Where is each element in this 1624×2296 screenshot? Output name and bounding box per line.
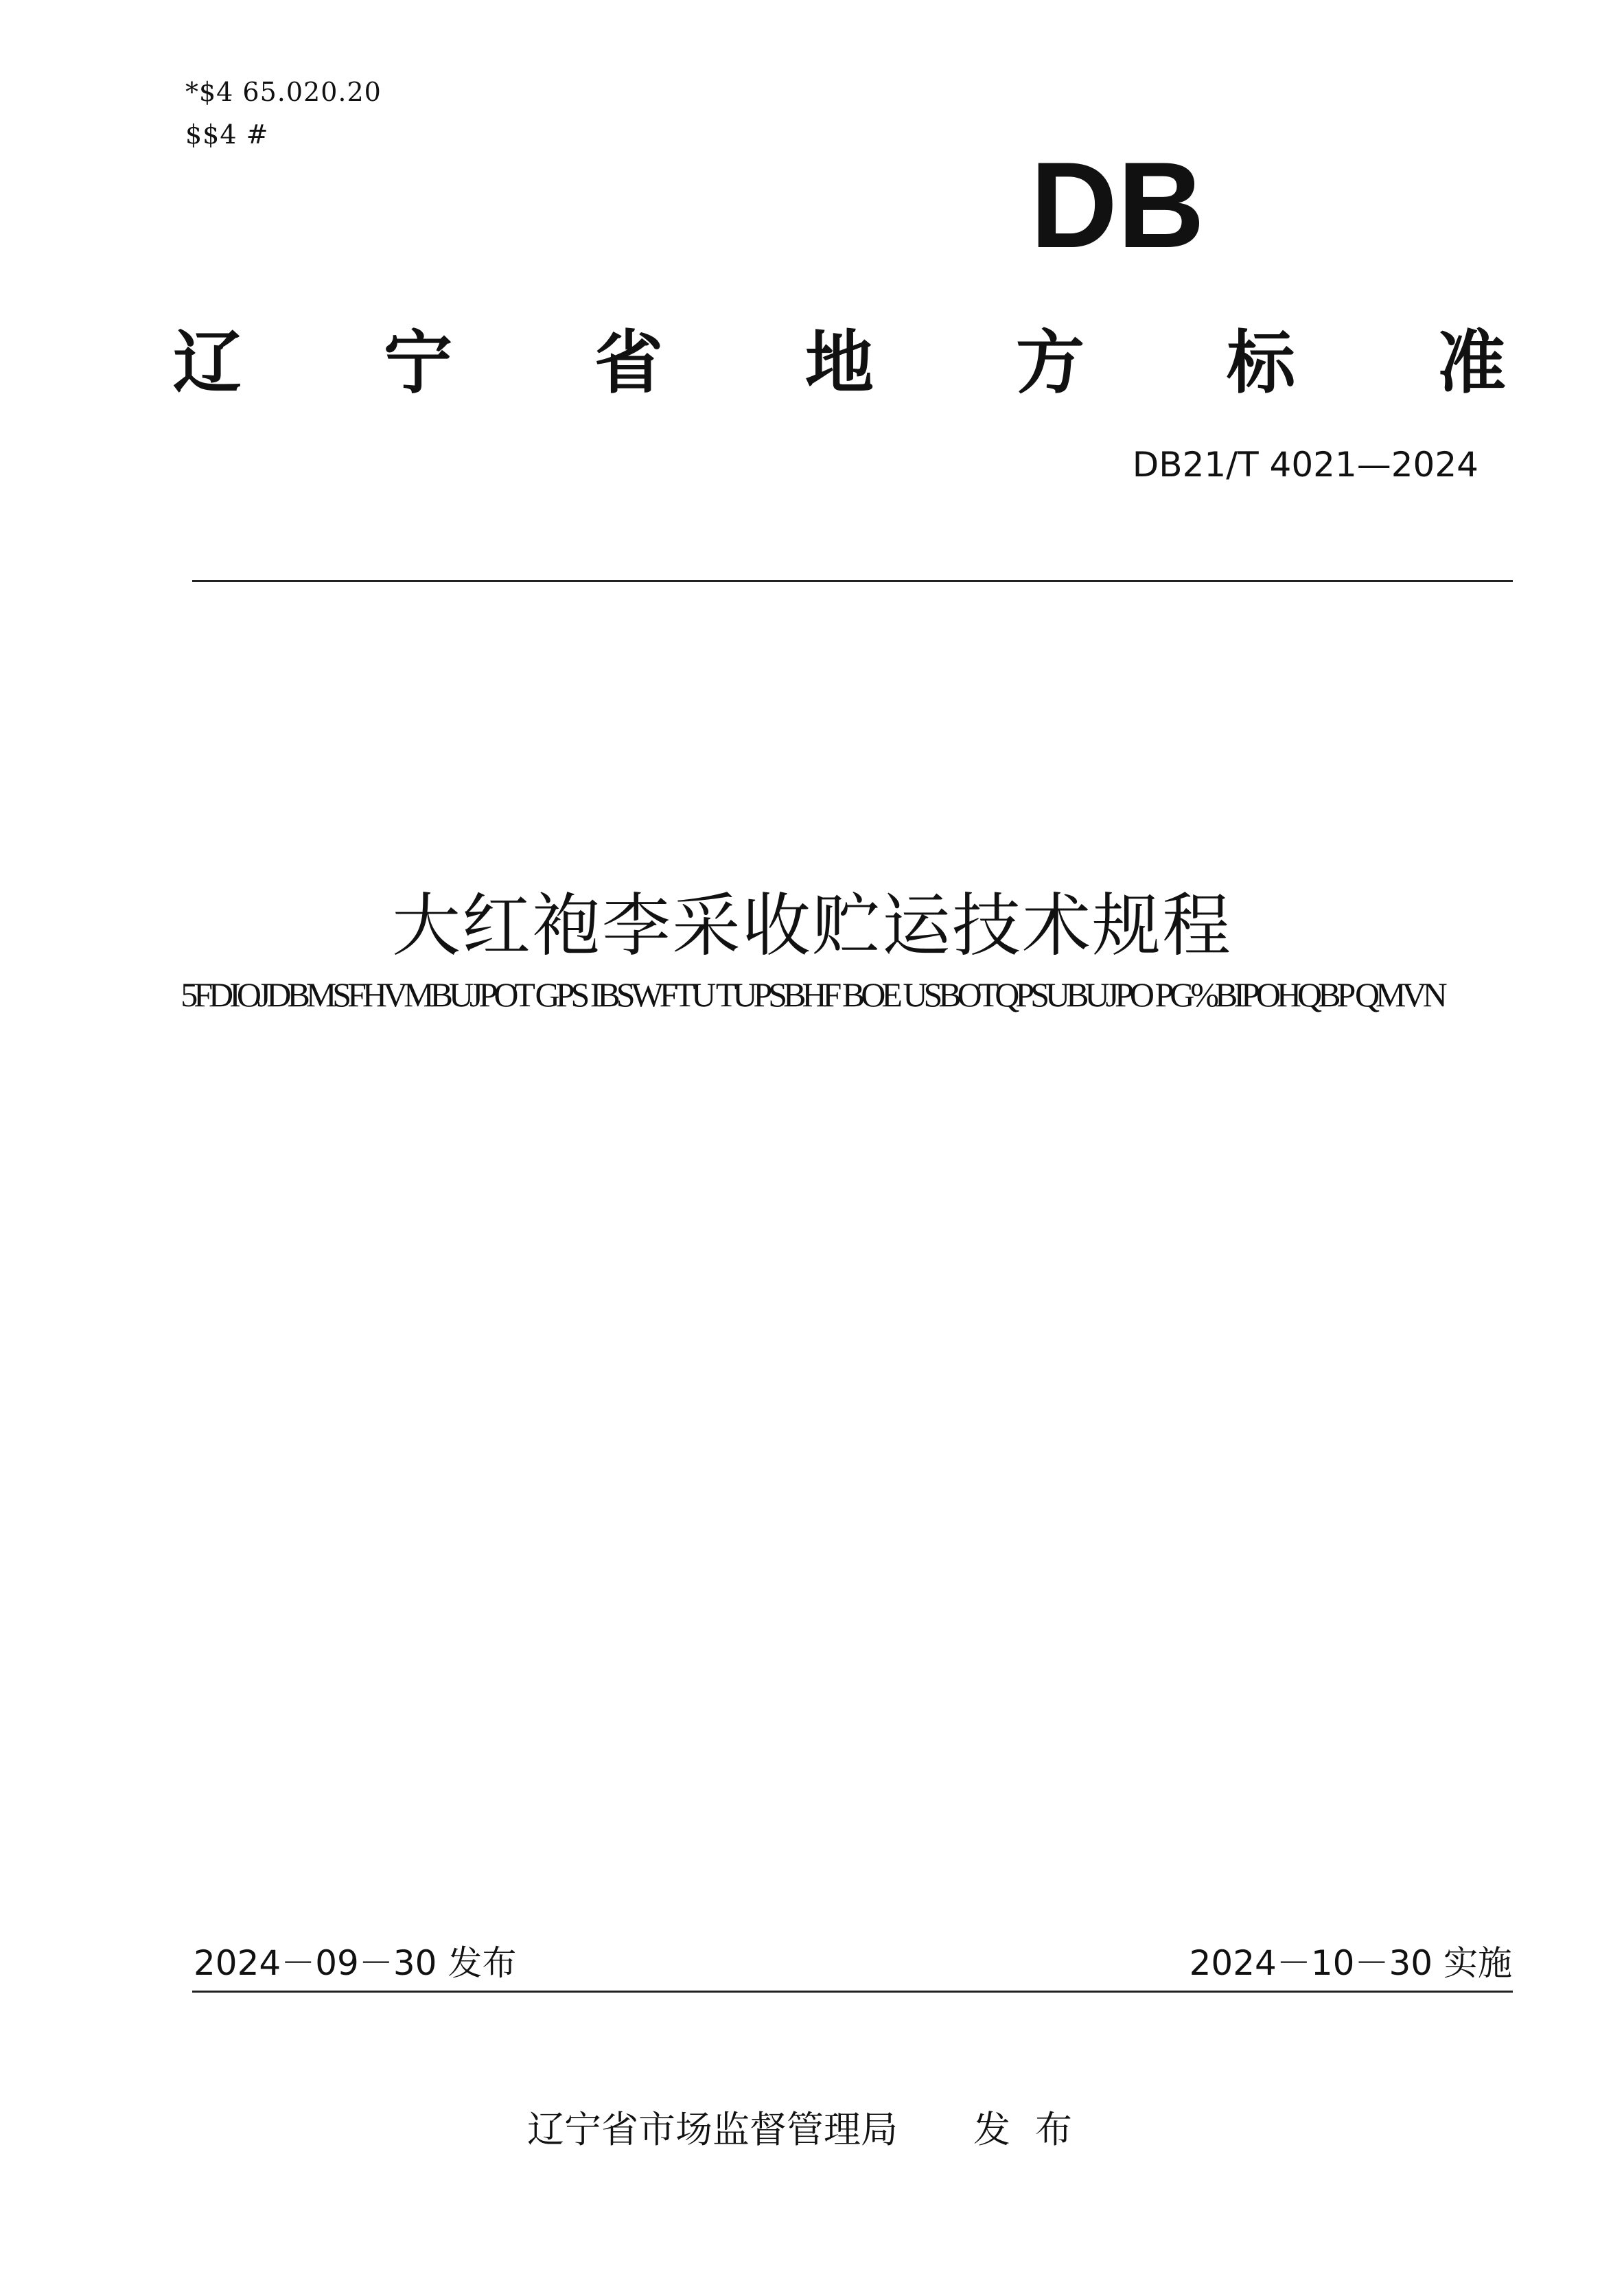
doc-type-char: 地 [805,323,874,403]
ics-code: *$4 65.020.20 [185,77,382,107]
db-logo [1030,156,1205,254]
publisher-name: 辽宁省市场监督管理局 [527,2108,898,2151]
db-logo-text: DB [1030,156,1205,254]
title-english: 5FDIOJDBMSFHVMBUJPOT GPS IBSWFTU TUPSBHF BOE USBOTQPSUBUJPO PG%BIPOHQBP QMVN [181,975,1443,1014]
document-type-heading [173,309,1506,405]
standard-number: DB21/T 4021—2024 [1132,445,1478,485]
doc-type-char: 标 [1227,323,1295,403]
doc-type-char: 准 [1437,323,1506,403]
publisher-action: 发布 [973,2108,1097,2151]
ccs-code: $$4 # [185,119,269,150]
bottom-divider [192,1991,1513,1993]
title-chinese: 大红袍李采收贮运技术规程 [392,885,1232,966]
top-divider [192,580,1513,582]
doc-type-char: 辽 [173,323,242,403]
implementation-date: 2024－10－30 实施 [1189,1943,1512,1983]
publisher-line [0,2100,1624,2153]
doc-type-char: 方 [1016,323,1084,403]
issue-date: 2024－09－30 发布 [194,1943,517,1983]
doc-type-char: 宁 [384,323,452,403]
doc-type-char: 省 [594,323,663,403]
